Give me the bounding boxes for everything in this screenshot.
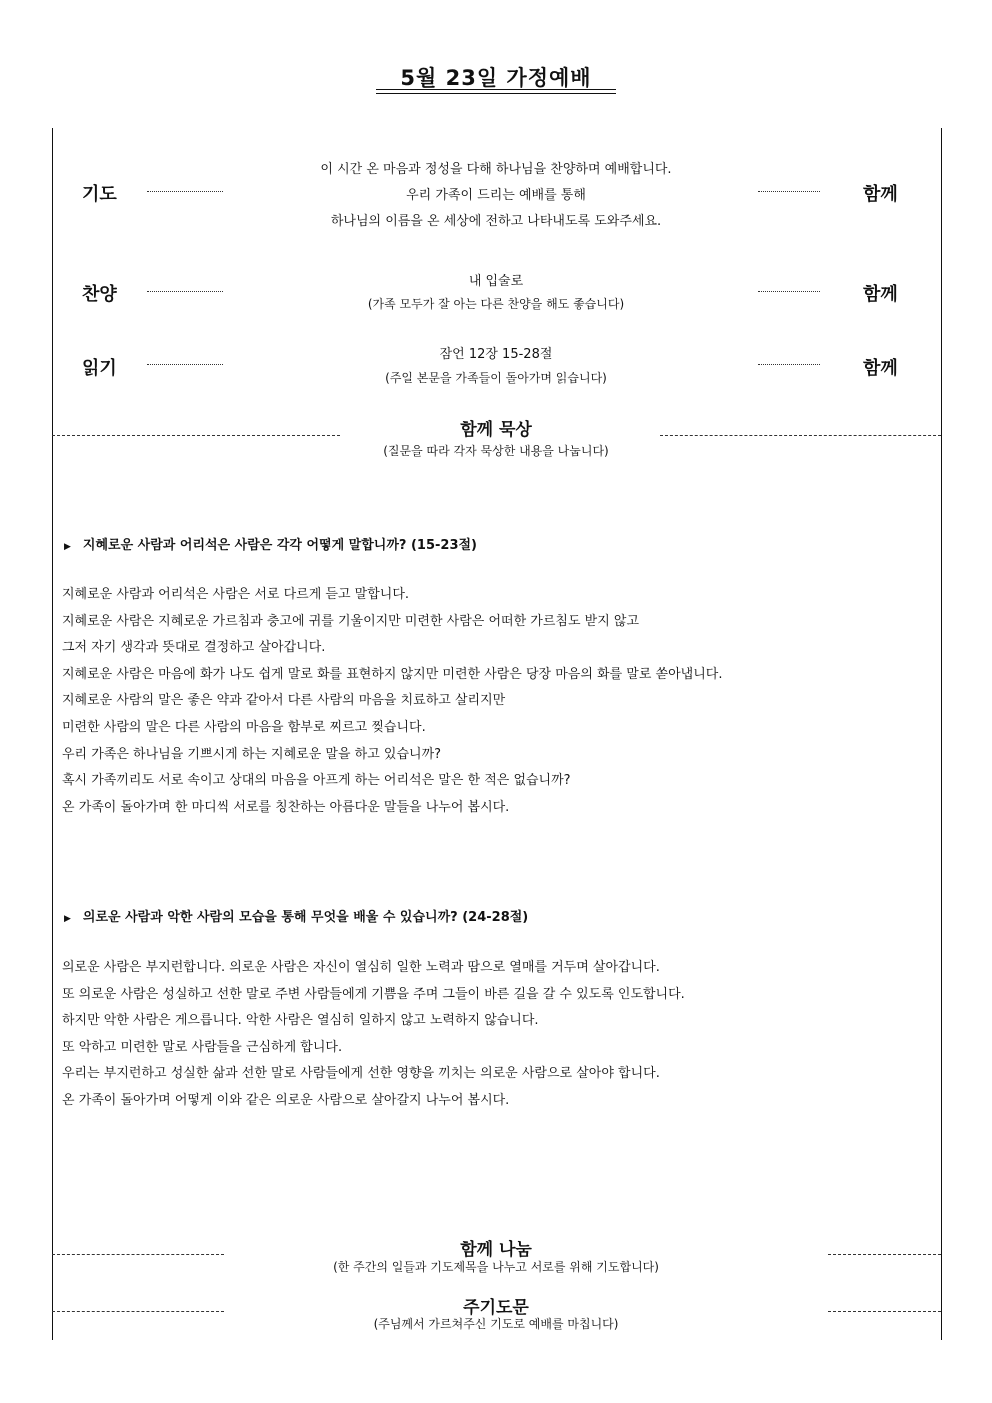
prayer-line: 이 시간 온 마음과 정성을 다해 하나님을 찬양하며 예배합니다. bbox=[320, 162, 672, 177]
sharing-subtitle: (한 주간의 일들과 기도제목을 나누고 서로를 위해 기도합니다) bbox=[333, 1260, 659, 1274]
section-divider bbox=[828, 1311, 941, 1312]
meditation-subtitle: (질문을 따라 각자 묵상한 내용을 나눕니다) bbox=[383, 444, 609, 458]
question-1-text: 지혜로운 사람과 어리석은 사람은 각각 어떻게 말합니까? (15-23절) bbox=[82, 538, 477, 553]
answer-line: 우리 가족은 하나님을 기쁘시게 하는 지혜로운 말을 하고 있습니까? bbox=[62, 746, 442, 762]
leader-dots bbox=[758, 364, 820, 365]
leader-dots bbox=[147, 291, 223, 292]
praise-label: 찬양 bbox=[82, 284, 117, 305]
answer-line: 또 악하고 미련한 말로 사람들을 근심하게 합니다. bbox=[62, 1039, 343, 1055]
answer-line: 지혜로운 사람은 지혜로운 가르침과 충고에 귀를 기울이지만 미련한 사람은 어떠한 가르침도 받지 않고 bbox=[62, 613, 640, 629]
answer-line: 지혜로운 사람은 마음에 화가 나도 쉽게 말로 화를 표현하지 않지만 미련한 사람은 당장 마음의 화를 말로 쏟아냅니다. bbox=[62, 666, 723, 682]
leader-dots bbox=[758, 291, 820, 292]
reading-passage: 잠언 12장 15-28절 bbox=[439, 347, 553, 362]
prayer-line: 우리 가족이 드리는 예배를 통해 bbox=[406, 188, 586, 203]
prayer-label: 기도 bbox=[82, 184, 117, 205]
answer-1 bbox=[62, 582, 722, 821]
answer-2 bbox=[62, 955, 685, 1115]
praise-together: 함께 bbox=[863, 284, 898, 305]
leader-dots bbox=[147, 364, 223, 365]
answer-line: 그저 자기 생각과 뜻대로 결정하고 살아갑니다. bbox=[62, 640, 326, 656]
lordsprayer-title: 주기도문 bbox=[463, 1298, 529, 1318]
answer-line: 온 가족이 돌아가며 한 마디씩 서로를 칭찬하는 아름다운 말들을 나누어 봅시다. bbox=[62, 799, 510, 815]
answer-line: 또 의로운 사람은 성실하고 선한 말로 주변 사람들에게 기쁨을 주며 그들이 바른 길을 갈 수 있도록 인도합니다. bbox=[62, 986, 685, 1002]
answer-line: 하지만 악한 사람은 게으릅니다. 악한 사람은 열심히 일하지 않고 노력하지 않습니다. bbox=[62, 1013, 539, 1029]
page-title: 5월 23일 가정예배 bbox=[400, 66, 592, 90]
question-2-text: 의로운 사람과 악한 사람의 모습을 통해 무엇을 배울 수 있습니까? (24-28절) bbox=[82, 910, 529, 925]
answer-line: 혹시 가족끼리도 서로 속이고 상대의 마음을 아프게 하는 어리석은 말은 한 적은 없습니까? bbox=[62, 773, 571, 789]
answer-line: 지혜로운 사람과 어리석은 사람은 서로 다르게 듣고 말합니다. bbox=[62, 587, 410, 602]
prayer-together: 함께 bbox=[863, 184, 898, 205]
reading-label: 읽기 bbox=[82, 358, 117, 379]
reading-note: (주일 본문을 가족들이 돌아가며 읽습니다) bbox=[385, 371, 607, 385]
title-underline bbox=[376, 89, 616, 90]
section-divider bbox=[828, 1254, 941, 1255]
left-border bbox=[52, 128, 53, 1340]
triangle-bullet-icon: ▶ bbox=[64, 542, 71, 552]
prayer-line: 하나님의 이름을 온 세상에 전하고 나타내도록 도와주세요. bbox=[330, 214, 662, 229]
reading-together: 함께 bbox=[863, 358, 898, 379]
answer-line: 미련한 사람의 말은 다른 사람의 마음을 함부로 찌르고 찢습니다. bbox=[62, 719, 426, 735]
answer-line: 의로운 사람은 부지런합니다. 의로운 사람은 자신이 열심히 일한 노력과 땀으로 열매를 거두며 살아갑니다. bbox=[62, 960, 660, 975]
praise-note: (가족 모두가 잘 아는 다른 찬양을 해도 좋습니다) bbox=[367, 297, 625, 311]
praise-song: 내 입술로 bbox=[468, 274, 524, 289]
question-1 bbox=[64, 534, 477, 553]
triangle-bullet-icon: ▶ bbox=[64, 914, 71, 924]
lordsprayer-subtitle: (주님께서 가르쳐주신 기도로 예배를 마칩니다) bbox=[373, 1317, 619, 1331]
sharing-title: 함께 나눔 bbox=[460, 1240, 532, 1260]
meditation-title: 함께 묵상 bbox=[460, 420, 532, 440]
leader-dots bbox=[758, 191, 820, 192]
answer-line: 우리는 부지런하고 성실한 삶과 선한 말로 사람들에게 선한 영향을 끼치는 의로운 사람으로 살아야 합니다. bbox=[62, 1066, 660, 1082]
answer-line: 지혜로운 사람의 말은 좋은 약과 같아서 다른 사람의 마음을 치료하고 살리지만 bbox=[62, 693, 506, 709]
right-border bbox=[941, 128, 942, 1340]
title-underline-double bbox=[376, 93, 616, 94]
question-2 bbox=[64, 906, 528, 925]
section-divider bbox=[660, 435, 941, 436]
answer-line: 온 가족이 돌아가며 어떻게 이와 같은 의로운 사람으로 살아갈지 나누어 봅시다. bbox=[62, 1092, 510, 1108]
